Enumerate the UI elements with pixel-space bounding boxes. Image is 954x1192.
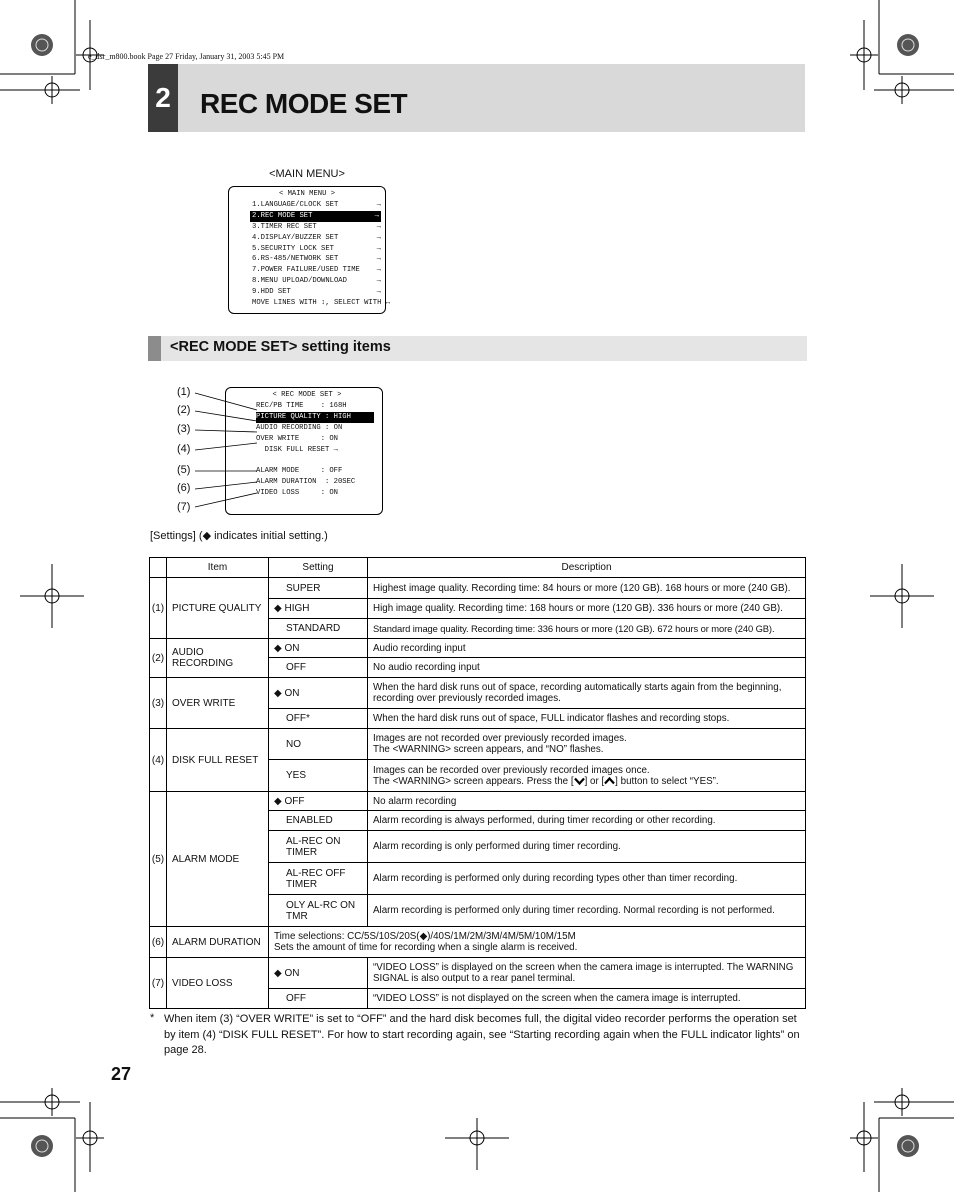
table-row: ENABLED Alarm recording is always performed, during timer recording or other recording.: [150, 811, 806, 831]
callout-7: (7): [177, 501, 191, 513]
main-menu-item: 5.SECURITY LOCK SET →: [252, 244, 381, 253]
rec-menu-line: AUDIO RECORDING : ON: [256, 423, 343, 432]
main-menu-item: 1.LANGUAGE/CLOCK SET →: [252, 200, 381, 209]
rec-menu-title: < REC MODE SET >: [272, 391, 342, 399]
header-description: Description: [368, 558, 806, 578]
table-row: OLY AL-RC ON TMR Alarm recording is performed only during timer recording. Normal recording is not performed.: [150, 895, 806, 927]
callout-3: (3): [177, 423, 191, 435]
main-menu-item-selected: 2.REC MODE SET →: [252, 211, 379, 220]
chevron-up-icon: [604, 777, 615, 785]
rec-menu-line: REC/PB TIME : 168H: [256, 401, 347, 410]
page-title: REC MODE SET: [200, 88, 408, 119]
main-menu-item: 7.POWER FAILURE/USED TIME →: [252, 266, 381, 275]
table-row: OFF “VIDEO LOSS” is not displayed on the screen when the camera image is interrupted.: [150, 989, 806, 1009]
table-row: AL-REC OFF TIMER Alarm recording is performed only during recording types other than timer recording.: [150, 863, 806, 895]
callout-1: (1): [177, 386, 191, 398]
diamond-icon: ◆: [274, 795, 282, 807]
table-row: (5) ALARM MODE ◆ OFF No alarm recording: [150, 792, 806, 811]
rec-menu-line: VIDEO LOSS : ON: [256, 489, 338, 498]
diamond-icon: ◆: [419, 931, 428, 942]
main-menu-item: 8.MENU UPLOAD/DOWNLOAD →: [252, 277, 381, 286]
main-menu-title: < MAIN MENU >: [278, 190, 336, 198]
callout-2: (2): [177, 404, 191, 416]
diamond-icon: ◆: [202, 530, 212, 542]
chapter-number: 2: [148, 64, 178, 132]
table-header-row: [150, 558, 806, 578]
table-row: AL-REC ON TIMER Alarm recording is only performed during timer recording.: [150, 831, 806, 863]
rec-menu-line-selected: PICTURE QUALITY : HIGH: [256, 412, 374, 423]
settings-table: [149, 557, 806, 1009]
table-row: (2) AUDIO RECORDING ◆ ON Audio recording input: [150, 639, 806, 658]
callout-4: (4): [177, 443, 191, 455]
rec-menu-line: DISK FULL RESET →: [256, 445, 338, 454]
main-menu-item: 4.DISPLAY/BUZZER SET →: [252, 233, 381, 242]
header-setting: Setting: [269, 558, 368, 578]
table-row: (6) ALARM DURATION Time selections: CC/5S/10S/20S(◆)/40S/1M/2M/3M/4M/5M/10M/15M Sets the amount of time for recording when a single alarm is received.: [150, 927, 806, 958]
diamond-icon: ◆: [274, 642, 282, 654]
table-row: OFF* When the hard disk runs out of space, FULL indicator flashes and recording stops.: [150, 709, 806, 729]
table-row: ◆ HIGH High image quality. Recording time: 168 hours or more (120 GB). 336 hours or more (240 GB).: [150, 599, 806, 619]
main-menu-item: 3.TIMER REC SET →: [252, 222, 381, 231]
table-row: (7) VIDEO LOSS ◆ ON “VIDEO LOSS” is displayed on the screen when the camera image is interrupted. The WARNING SIGNAL is also output to a rear panel terminal.: [150, 958, 806, 989]
main-menu-item: 6.RS-485/NETWORK SET →: [252, 255, 381, 264]
diamond-icon: ◆: [274, 967, 282, 979]
table-row: (4) DISK FULL RESET NO Images are not recorded over previously recorded images. The <WARNING> screen appears, and “NO” flashes.: [150, 729, 806, 760]
table-row: YES Images can be recorded over previously recorded images once. The <WARNING> screen appears. Press the [ ] or [ ] button to select “YES”.: [150, 760, 806, 792]
main-menu-footer: MOVE LINES WITH ↕, SELECT WITH ↔: [252, 299, 391, 308]
rec-menu-line: OVER WRITE : ON: [256, 434, 338, 443]
settings-note: [Settings] (◆ indicates initial setting.): [150, 530, 328, 542]
main-menu-caption: <MAIN MENU>: [269, 168, 345, 180]
rec-menu-line: ALARM MODE : OFF: [256, 467, 343, 476]
section-title: <REC MODE SET> setting items: [170, 339, 391, 355]
table-row: (1) PICTURE QUALITY SUPER Highest image quality. Recording time: 84 hours or more (120 GB). 168 hours or more (240 GB).: [150, 578, 806, 599]
callout-6: (6): [177, 482, 191, 494]
table-row: OFF No audio recording input: [150, 658, 806, 678]
page-number: 27: [111, 1064, 132, 1084]
rec-menu-line: ALARM DURATION : 20SEC: [256, 478, 356, 487]
table-row: STANDARD Standard image quality. Recording time: 336 hours or more (120 GB). 672 hours or more (240 GB).: [150, 619, 806, 639]
table-row: (3) OVER WRITE ◆ ON When the hard disk runs out of space, recording automatically starts again from the beginning, recording over previously recorded images.: [150, 678, 806, 709]
main-menu-item: 9.HDD SET →: [252, 288, 381, 297]
diamond-icon: ◆: [274, 603, 282, 614]
chevron-down-icon: [574, 777, 585, 785]
header-item: Item: [167, 558, 269, 578]
footnote: When item (3) “OVER WRITE” is set to “OFF” and the hard disk becomes full, the digital video recorder performs the operation set by item (4) “DISK FULL RESET”. For how to start recording again, see “Starting recording again when the FULL indicator lights” on page 28.: [164, 1013, 800, 1057]
diamond-icon: ◆: [274, 687, 282, 699]
page-info: e_dsr_m800.book Page 27 Friday, January 31, 2003 5:45 PM: [88, 52, 285, 61]
callout-5: (5): [177, 464, 191, 476]
footnote-marker: *: [150, 1012, 155, 1024]
